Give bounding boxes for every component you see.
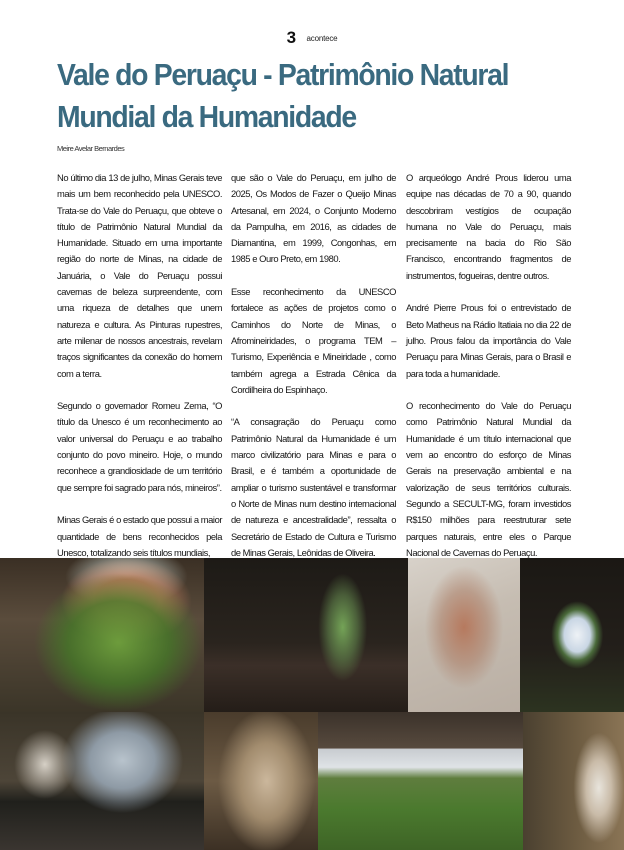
paragraph: André Pierre Prous foi o entrevistado de Beto Matheus na Rádio Itatiaia no dia 22 de julho. Prous falou da importância do Vale Peruaçu para Minas Gerais, para o Brasil e para toda a humanidade. [406,302,571,379]
photo-cave-arch [523,712,624,850]
page-number: 3 [286,28,297,47]
article-author: Meire Avelar Bernardes [57,144,125,153]
photo-forest-valley [318,712,523,850]
article-title-line-2: Mundial da Humanidade [57,100,356,134]
photo-cave-skylight [520,558,624,712]
photo-rock-art [408,558,520,712]
article-body [57,170,579,558]
photo-cave-wall [204,712,318,850]
article-title [57,54,541,138]
photo-cave-opening [0,558,204,712]
paragraph: O reconhecimento do Vale do Peruaçu como Patrimônio Natural Mundial da Humanidade é um título internacional que vem ao encontro do esforço de Minas Gerais na preservação ambiental e na valorização de seus territórios culturais. Segundo a SECULT-MG, foram investidos R$150 milhões para reestruturar sete parques naturais, entre eles o Parque Nacional de Cavernas do Peruaçu. [406,400,571,558]
paragraph: No último dia 13 de julho, Minas Gerais teve mais um bem reconhecido pela UNESCO. Trata-se do Vale do Peruaçu, que obteve o título de Patrimônio Natural Mundial da Humanidade. Situado em uma importante região do norte de Minas, na cidade de Januária, o Vale do Peruaçu possui cavernas de beleza surpreendente, com uma riqueza de detalhes que unem natureza e cultura. As Pinturas rupestres, arte milenar de nossos ancestrais, revelam traços significantes da conexão do homem com a terra. [57,172,222,379]
article-column-2 [231,170,396,577]
paragraph: O arqueólogo André Prous liderou uma equipe nas décadas de 70 a 90, quando descobriram vestígios de ocupação humana no Vale do Peruaçu, mais precisamente na bacia do Rio São Francisco, encontrando fragmentos de instrumentos, fogueiras, dentre outros. [406,172,571,281]
photo-dark-cave-water [204,558,408,712]
paragraph: “A consagração do Peruaçu como Patrimônio Natural da Humanidade é um marco civilizatório para Minas e para o Brasil, e é também a oportunidade de ampliar o turismo sustentável e transformar o Norte de Minas num destino internacional de natureza e ancestralidade”, ressalta o Secretário de Estado de Cultura e Turismo de Minas Gerais, Leônidas de Oliveira. [231,416,396,558]
paragraph: que são o Vale do Peruaçu, em julho de 2025, Os Modos de Fazer o Queijo Minas Artesanal, em 2024, o Conjunto Moderno da Pampulha, em 2016, as cidades de Diamantina, em 1999, Congonhas, em 1985 e Ouro Preto, em 1980. [231,172,396,265]
article-column-3 [406,170,571,577]
section-name: acontece [306,33,338,43]
photo-cave-reflection [0,712,204,850]
article-title-line-1: Vale do Peruaçu - Patrimônio Natural [57,58,509,92]
paragraph: Minas Gerais é o estado que possui a maior quantidade de bens reconhecidos pela Unesco, totalizando seis títulos mundiais, [57,514,222,558]
article-column-1 [57,170,222,577]
paragraph: Segundo o governador Romeu Zema, “O título da Unesco é um reconhecimento ao valor universal do Peruaçu e ao trabalho conjunto do povo mineiro. Hoje, o mundo reconhece a grandiosidade de um território que sempre foi sagrado para nós, mineiros”. [57,400,222,493]
photo-collage [0,558,624,850]
paragraph: Esse reconhecimento da UNESCO fortalece as ações de projetos como o Caminhos do Norte de Minas, o Afromineiridades, o programa TEM – Turismo, Experiência e Mineiridade , como também agrega a Estrada Cênica da Cordilheira do Espinhaço. [231,286,396,395]
page-header [0,28,624,48]
